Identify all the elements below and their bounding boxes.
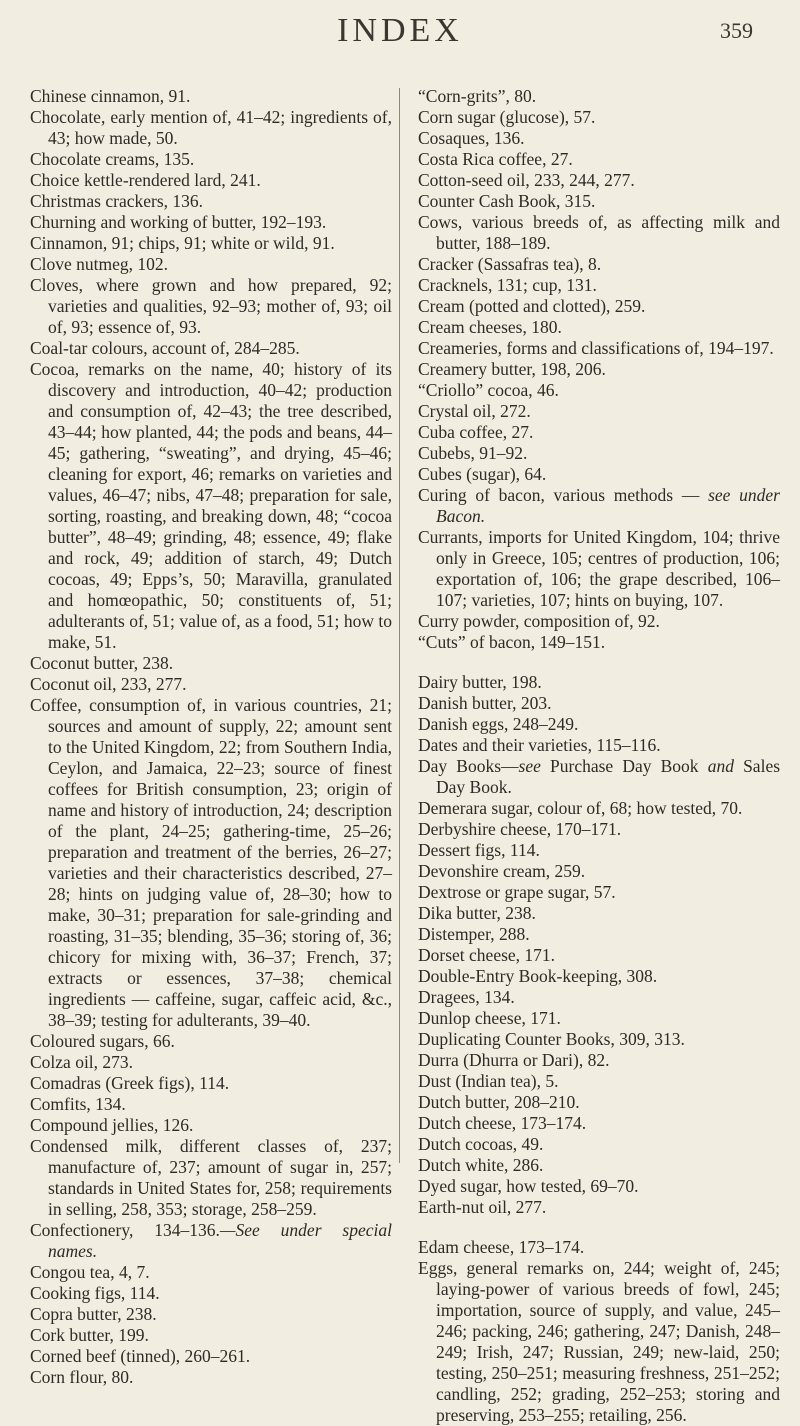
index-entry: Curry powder, composition of, 92. (418, 611, 660, 631)
index-entry: Cocoa, remarks on the name, 40; history of its discovery and introduction, 40–42; production and consumption of, 42–43; the tree described, 43–44; how planted, 44; the pods and beans, 44–45; gathering, “sweating”, and drying, 45–46; cleaning for export, 46; remarks on varieties and values, 46–47; nibs, 47–48; preparation for sale, sorting, roasting, and breaking down, 48; “cocoa butter”, 48–49; grinding, 48; essence, 49; flake and rock, 49; addition of starch, 49; Dutch cocoas, 49; Epps’s, 50; Maravilla, granulated and homœopathic, 50; constituents of, 51; adulterants of, 51; value of, as a food, 51; how to make, 51. (30, 359, 392, 652)
index-entry: Coal-tar colours, account of, 284–285. (30, 338, 300, 358)
index-entry: Costa Rica coffee, 27. (418, 149, 573, 169)
index-entry: Cosaques, 136. (418, 128, 525, 148)
index-entry: Dika butter, 238. (418, 903, 536, 923)
index-entry: Dust (Indian tea), 5. (418, 1071, 559, 1091)
index-entry: Comfits, 134. (30, 1094, 126, 1114)
page-number: 359 (720, 18, 753, 43)
cross-reference: see under Bacon. (436, 485, 780, 526)
index-entry: Dyed sugar, how tested, 69–70. (418, 1176, 639, 1196)
entry-text: Curing of bacon, various methods — (418, 485, 700, 505)
index-entry: Earth-nut oil, 277. (418, 1197, 547, 1217)
index-entry: Cream cheeses, 180. (418, 317, 562, 337)
index-entry: Coconut oil, 233, 277. (30, 674, 187, 694)
index-entry: Cracknels, 131; cup, 131. (418, 275, 597, 295)
index-entry: Clove nutmeg, 102. (30, 254, 169, 274)
index-entry-curing (418, 485, 780, 527)
running-title: INDEX (337, 12, 463, 49)
index-entry: Cinnamon, 91; chips, 91; white or wild, 91. (30, 233, 335, 253)
cross-reference-see: see (518, 756, 541, 776)
index-entry: Creamery butter, 198, 206. (418, 359, 606, 379)
index-entry: Currants, imports for United Kingdom, 104; thrive only in Greece, 105; centres of production, 106; exportation of, 106; the grape described, 106–107; varieties, 107; hints on buying, 107. (418, 527, 780, 610)
index-entry: Cracker (Sassafras tea), 8. (418, 254, 602, 274)
index-entry: Cream (potted and clotted), 259. (418, 296, 646, 316)
index-entry: “Cuts” of bacon, 149–151. (418, 632, 606, 652)
index-entry: Double-Entry Book-keeping, 308. (418, 966, 658, 986)
index-entry: Distemper, 288. (418, 924, 530, 944)
entry-text: Day Books— (418, 756, 519, 776)
index-entry: Eggs, general remarks on, 244; weight of, 245; laying-power of various breeds of fowl, 245; importation, source of supply, and value, 245–246; packing, 246; gathering, 247; Danish, 248–249; Irish, 247; Russian, 249; new-laid, 250; testing, 250–251; measuring freshness, 251–252; candling, 252; grading, 252–253; storing and preserving, 253–255; retailing, 256. (418, 1258, 780, 1425)
index-entry: Danish butter, 203. (418, 693, 552, 713)
index-entry: Dutch butter, 208–210. (418, 1092, 580, 1112)
index-entry: Dextrose or grape sugar, 57. (418, 882, 616, 902)
index-entry: Compound jellies, 126. (30, 1115, 194, 1135)
index-entry: Crystal oil, 272. (418, 401, 531, 421)
index-entry: Cloves, where grown and how prepared, 92; varieties and qualities, 92–93; mother of, 93; oil of, 93; essence of, 93. (30, 275, 392, 337)
index-entry: Counter Cash Book, 315. (418, 191, 596, 211)
index-entry: Dutch cocoas, 49. (418, 1134, 544, 1154)
index-entry: Coconut butter, 238. (30, 653, 174, 673)
index-entry: Colza oil, 273. (30, 1052, 134, 1072)
index-entry: Cooking figs, 114. (30, 1283, 160, 1303)
index-entry: Congou tea, 4, 7. (30, 1262, 150, 1282)
index-entry: Christmas crackers, 136. (30, 191, 204, 211)
index-entry: Dragees, 134. (418, 987, 515, 1007)
index-entry: Choice kettle-rendered lard, 241. (30, 170, 261, 190)
index-entry: Duplicating Counter Books, 309, 313. (418, 1029, 685, 1049)
right-column (418, 86, 780, 1426)
index-entry: “Corn-grits”, 80. (418, 86, 537, 106)
index-entry: Danish eggs, 248–249. (418, 714, 579, 734)
cross-reference-target: Sales Day Book. (436, 756, 781, 797)
index-entry-confectionery (30, 1220, 392, 1262)
index-entry: Churning and working of butter, 192–193. (30, 212, 327, 232)
index-entry: Dutch cheese, 173–174. (418, 1113, 587, 1133)
index-entry: Chocolate creams, 135. (30, 149, 195, 169)
cross-reference-and: and (707, 756, 734, 776)
index-entry: Devonshire cream, 259. (418, 861, 586, 881)
index-entry: Dairy butter, 198. (418, 672, 542, 692)
column-divider (399, 88, 400, 1163)
index-entry: Cuba coffee, 27. (418, 422, 534, 442)
cross-reference-target: Purchase Day Book (550, 756, 699, 776)
index-entry: Edam cheese, 173–174. (418, 1237, 585, 1257)
index-entry: Durra (Dhurra or Dari), 82. (418, 1050, 610, 1070)
index-entry: Derbyshire cheese, 170–171. (418, 819, 622, 839)
index-entry: Cork butter, 199. (30, 1325, 149, 1345)
index-entry: Dessert figs, 114. (418, 840, 540, 860)
index-entry: Dutch white, 286. (418, 1155, 544, 1175)
index-entry: Comadras (Greek figs), 114. (30, 1073, 230, 1093)
index-entry: Chinese cinnamon, 91. (30, 86, 191, 106)
index-entry: Corn flour, 80. (30, 1367, 134, 1387)
index-entry: Chocolate, early mention of, 41–42; ingredients of, 43; how made, 50. (30, 107, 392, 148)
index-entry: Creameries, forms and classifications of, 194–197. (418, 338, 774, 358)
index-entry: Cotton-seed oil, 233, 244, 277. (418, 170, 635, 190)
index-entry-day-books (418, 756, 780, 798)
index-entry: Corned beef (tinned), 260–261. (30, 1346, 251, 1366)
index-entry: Corn sugar (glucose), 57. (418, 107, 596, 127)
index-entry: Dates and their varieties, 115–116. (418, 735, 661, 755)
index-entry: Dunlop cheese, 171. (418, 1008, 561, 1028)
index-entry: Copra butter, 238. (30, 1304, 157, 1324)
index-entry: “Criollo” cocoa, 46. (418, 380, 559, 400)
index-entry: Cubes (sugar), 64. (418, 464, 547, 484)
left-column (30, 86, 392, 1388)
index-entry: Coloured sugars, 66. (30, 1031, 175, 1051)
index-entry: Dorset cheese, 171. (418, 945, 556, 965)
index-entry: Demerara sugar, colour of, 68; how tested, 70. (418, 798, 743, 818)
index-entry: Cows, various breeds of, as affecting milk and butter, 188–189. (418, 212, 780, 253)
cross-reference: —See under special names. (48, 1220, 393, 1261)
index-entry: Coffee, consumption of, in various countries, 21; sources and amount of supply, 22; amount sent to the United Kingdom, 22; from Southern India, Ceylon, and Jamaica, 22–23; source of finest coffees for British consumption, 23; origin of name and history of introduction, 24; description of the plant, 24–25; gathering-time, 25–26; preparation and treatment of the berries, 26–27; varieties and their characteristics described, 27–28; hints on judging value of, 28–30; how to make, 30–31; preparation for sale-grinding and roasting, 31–35; blending, 35–36; storing of, 36; chicory for mixing with, 36–37; French, 37; extracts or essences, 37–38; chemical ingredients — caffeine, sugar, caffeic acid, &c., 38–39; testing for adulterants, 39–40. (30, 695, 392, 1030)
index-entry: Cubebs, 91–92. (418, 443, 528, 463)
entry-text: Confectionery, 134–136. (30, 1220, 220, 1240)
index-entry: Condensed milk, different classes of, 237; manufacture of, 237; amount of sugar in, 257; standards in United States for, 258; requirements in selling, 258, 353; storage, 258–259. (30, 1136, 392, 1219)
